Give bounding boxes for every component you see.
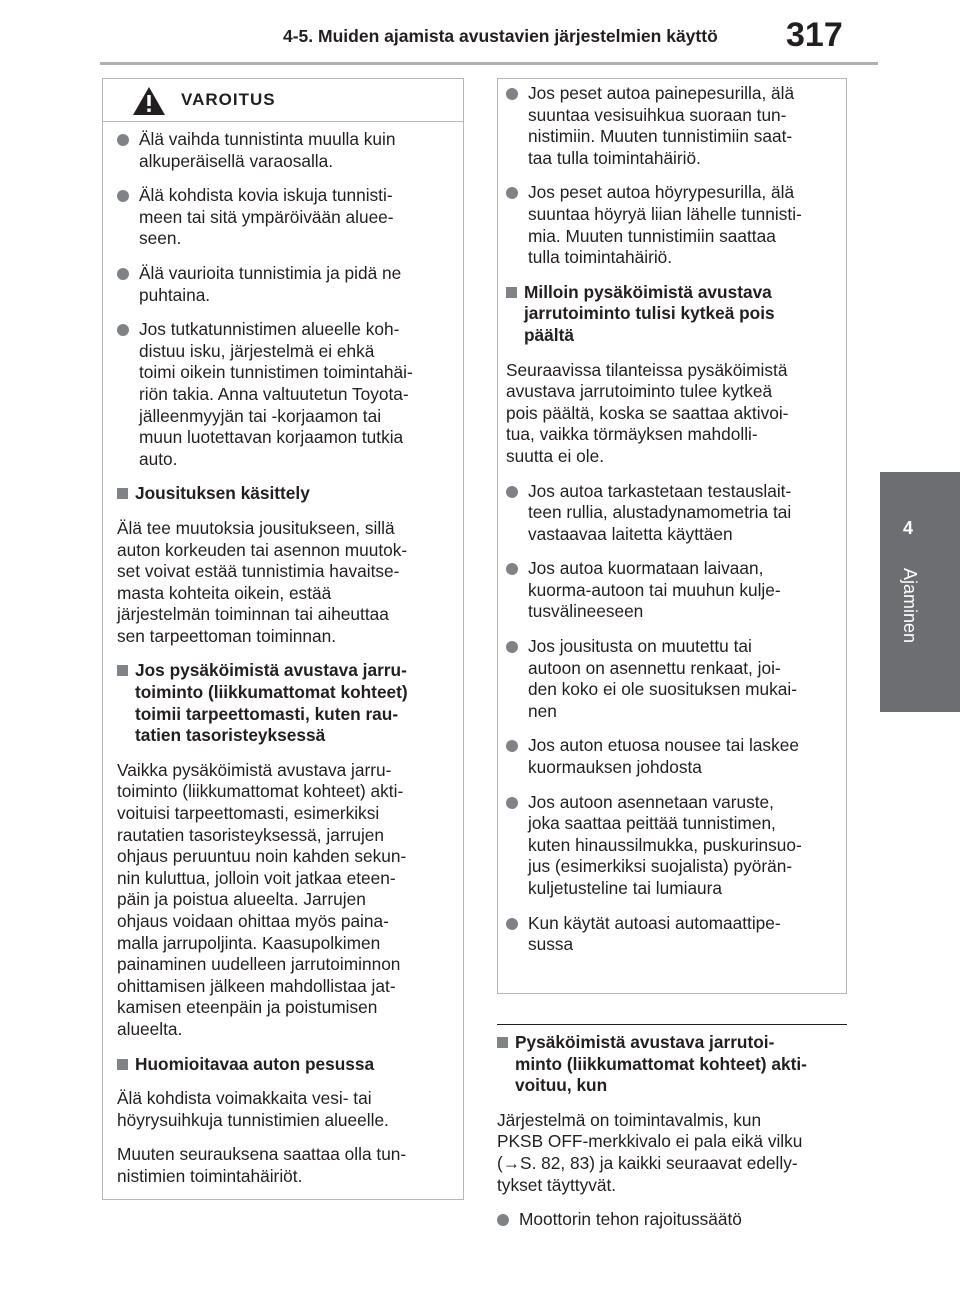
text-line: tua, vaikka törmäyksen mahdolli- (506, 424, 758, 445)
warning-box-continued (497, 78, 847, 994)
text-line: tykset täyttyvät. (497, 1174, 617, 1195)
chapter-side-tab[interactable] (880, 472, 960, 712)
text-line: nistimien toimintahäiriöt. (117, 1165, 303, 1186)
activation-content (497, 1032, 847, 1231)
bullet-item (506, 83, 834, 169)
warning-triangle-icon (132, 86, 166, 116)
bullet-item (117, 185, 449, 250)
bullet-item (506, 481, 834, 546)
text-line: mia. Muuten tunnistimiin saattaa (528, 225, 776, 246)
bullet-item (506, 636, 834, 722)
activation-section (497, 1024, 847, 1231)
text-line: järjestelmän toiminnan tai aiheuttaa (117, 604, 389, 625)
bullet-item (117, 319, 449, 470)
text-line: masta kohteita oikein, estää (117, 582, 332, 603)
text-line: Vaikka pysäköimistä avustava jarru- (117, 759, 392, 780)
text-line: Huomioitavaa auton pesussa (135, 1053, 375, 1074)
text-line: päältä (524, 324, 574, 345)
text-line: kuljetusteline tai lumiaura (528, 878, 723, 898)
text-line: avustava jarrutoiminto tulee kytkeä (506, 381, 773, 402)
text-line: kuten hinaussilmukka, puskurinsuo- (528, 834, 802, 855)
text-line: ohittamisen jälkeen mahdollistaa jat- (117, 975, 396, 996)
text-line: vastaavaa laitetta käyttäen (528, 523, 733, 544)
page-number: 317 (786, 16, 843, 54)
text-line: PKSB OFF-merkkivalo ei pala eikä vilku (497, 1131, 803, 1152)
text-line: Älä kohdista kovia iskuja tunnisti- (139, 185, 393, 206)
text-line: toimi oikein tunnistimen toimintahäi- (139, 362, 413, 383)
text-line: riön takia. Anna valtuutetun Toyota- (139, 383, 409, 404)
text-line: Järjestelmä on toimintavalmis, kun (497, 1109, 762, 1130)
text-line: Milloin pysäköimistä avustava (524, 281, 772, 302)
text-line: tusvälineeseen (528, 601, 644, 622)
section-heading (506, 282, 834, 347)
text-line: meen tai sitä ympäröivään aluee- (139, 206, 394, 227)
text-line: Jos auton etuosa nousee tai laskee (528, 735, 799, 756)
header-divider (100, 62, 878, 65)
text-line: ohjaus peruuntuu noin kahden sekun- (117, 846, 407, 867)
text-line: Moottorin tehon rajoitussäätö (519, 1209, 742, 1230)
text-line: nistimiin. Muuten tunnistimiin saat- (528, 126, 793, 147)
text-line: puhtaina. (139, 284, 211, 305)
bullet-item (117, 129, 449, 172)
section-heading (497, 1032, 847, 1097)
text-line: seen. (139, 228, 182, 249)
paragraph (117, 760, 449, 1041)
text-line: jarrutoiminto tulisi kytkeä pois (524, 303, 775, 324)
text-line: taa tulla toimintahäiriö. (528, 147, 701, 168)
text-line: päin ja poistua alueelta. Jarrujen (117, 889, 366, 910)
warning-continued-content (498, 79, 846, 956)
text-line: (→S. 82, 83) ja kaikki seuraavat edelly- (497, 1152, 798, 1173)
text-line: tatien tasoristeyksessä (135, 725, 326, 746)
text-line: auton korkeuden tai asennon muutok- (117, 539, 408, 560)
section-heading (117, 1054, 449, 1076)
bullet-item (506, 913, 834, 956)
text-line: painaminen uudelleen jarrutoiminnon (117, 954, 401, 975)
section-heading (117, 483, 449, 505)
text-line: Älä vaihda tunnistinta muulla kuin (139, 129, 396, 149)
text-line: Jos peset autoa höyrypesurilla, älä (528, 182, 795, 203)
text-line: höyrysuihkuja tunnistimien alueelle. (117, 1109, 389, 1130)
text-line: Älä vaurioita tunnistimia ja pidä ne (139, 262, 402, 283)
warning-header (103, 79, 463, 122)
paragraph (497, 1110, 847, 1196)
text-line: Jousituksen käsittely (135, 483, 310, 504)
section-heading (117, 660, 449, 746)
text-line: alueelta. (117, 1018, 183, 1039)
warning-content (103, 122, 463, 1188)
text-line: autoon on asennettu renkaat, joi- (528, 657, 781, 678)
text-line: jus (esimerkiksi suojalista) pyörän- (528, 856, 793, 877)
text-line: minto (liikkumattomat kohteet) akti- (515, 1053, 807, 1074)
text-line: kuorma-autoon tai muuhun kulje- (528, 579, 781, 600)
text-line: sen tarpeettoman toiminnan. (117, 625, 337, 646)
text-line: Seuraavissa tilanteissa pysäköimistä (506, 359, 788, 380)
bullet-item (117, 263, 449, 306)
text-line: Pysäköimistä avustava jarrutoi- (515, 1032, 775, 1052)
text-line: Jos pysäköimistä avustava jarru- (135, 660, 407, 681)
text-line: teen rullia, alustadynamometria tai (528, 502, 792, 523)
paragraph (117, 1144, 449, 1187)
bullet-item (506, 182, 834, 268)
text-line: tulla toimintahäiriö. (528, 247, 673, 268)
text-line: pois päältä, koska se saattaa aktivoi- (506, 402, 789, 423)
text-line: jälleenmyyjän tai -korjaamon tai (139, 405, 382, 426)
text-line: suutta ei ole. (506, 445, 604, 466)
text-line: kamisen eteenpäin ja poistumisen (117, 997, 378, 1018)
text-line: Jos autoa kuormataan laivaan, (528, 558, 764, 579)
warning-title: VAROITUS (181, 90, 276, 109)
bullet-item (506, 735, 834, 778)
text-line: alkuperäisellä varaosalla. (139, 150, 334, 171)
warning-box (102, 78, 464, 1200)
text-line: suuntaa höyryä liian lähelle tunnisti- (528, 203, 802, 224)
paragraph (117, 518, 449, 648)
section-divider (497, 1024, 847, 1025)
text-line: Jos autoa tarkastetaan testauslait- (528, 480, 792, 501)
paragraph (506, 360, 834, 468)
text-line: Muuten seurauksena saattaa olla tun- (117, 1144, 407, 1165)
side-tab-label: Ajaminen (900, 568, 920, 644)
text-line: voituisi tarpeettomasti, esimerkiksi (117, 803, 380, 824)
text-line: Jos peset autoa painepesurilla, älä (528, 83, 795, 103)
text-line: nin kuluttua, jolloin voit jatkaa eteen- (117, 867, 396, 888)
text-line: toimii tarpeettomasti, kuten rau- (135, 703, 399, 724)
text-line: Kun käytät autoasi automaattipe- (528, 912, 781, 933)
text-line: den koko ei ole suosituksen mukai- (528, 679, 797, 700)
text-line: set voivat estää tunnistimia havaitse- (117, 561, 400, 582)
text-line: Älä kohdista voimakkaita vesi- tai (117, 1088, 372, 1109)
text-line: sussa (528, 934, 574, 955)
text-line: Jos jousitusta on muutettu tai (528, 636, 752, 657)
side-tab-number: 4 (902, 518, 913, 538)
text-line: distuu isku, järjestelmä ei ehkä (139, 340, 375, 361)
text-line: joka saattaa peittää tunnistimen, (528, 813, 776, 834)
text-line: rautatien tasoristeyksessä, jarrujen (117, 824, 385, 845)
paragraph (117, 1088, 449, 1131)
text-line: auto. (139, 448, 178, 469)
text-line: suuntaa vesisuihkua suoraan tun- (528, 104, 787, 125)
text-line: malla jarrupoljinta. Kaasupolkimen (117, 932, 381, 953)
text-line: toiminto (liikkumattomat kohteet) (135, 682, 408, 703)
text-line: muun luotettavan korjaamon tutkia (139, 427, 404, 448)
text-line: kuormauksen johdosta (528, 757, 702, 778)
bullet-item (506, 558, 834, 623)
text-line: toiminto (liikkumattomat kohteet) akti- (117, 781, 404, 802)
text-line: ohjaus voidaan ohittaa myös paina- (117, 911, 389, 931)
text-line: Jos tutkatunnistimen alueelle koh- (139, 319, 400, 340)
bullet-item (497, 1209, 847, 1231)
text-line: Älä tee muutoksia jousitukseen, sillä (117, 517, 395, 538)
text-line: voituu, kun (515, 1075, 608, 1096)
bullet-item (506, 792, 834, 900)
text-line: nen (528, 700, 557, 721)
chapter-title: 4-5. Muiden ajamista avustavien järjestelmien käyttö (283, 26, 718, 46)
text-line: Jos autoon asennetaan varuste, (528, 791, 774, 812)
